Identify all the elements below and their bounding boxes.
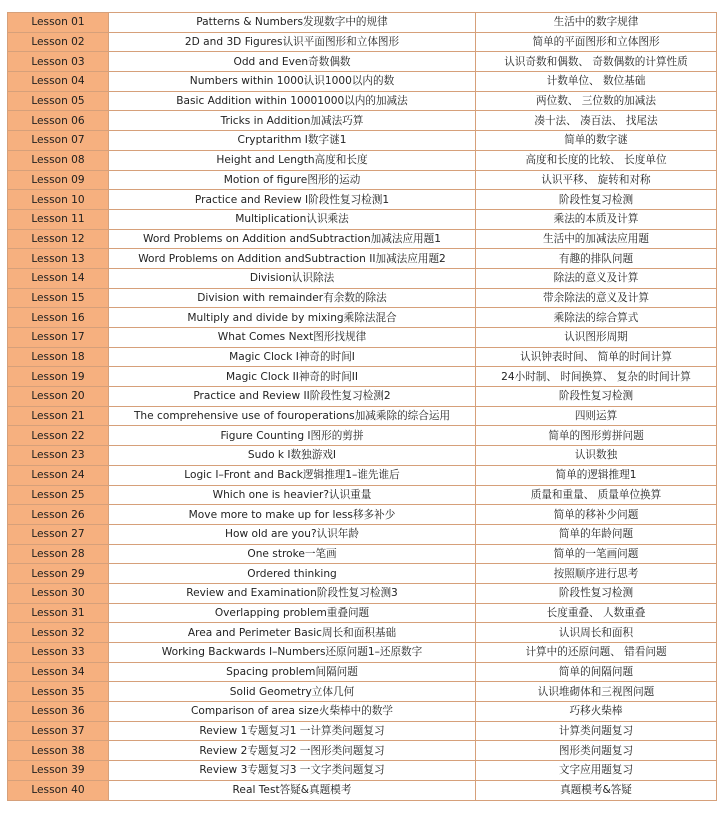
lesson-number-cell: Lesson 01 <box>8 13 109 33</box>
lesson-description-cell: 计算类问题复习 <box>476 721 717 741</box>
lesson-schedule <box>7 12 716 801</box>
table-row <box>8 406 717 426</box>
lesson-title-cell: Review 1专题复习1 一计算类问题复习 <box>109 721 476 741</box>
lesson-description-cell: 认识奇数和偶数、 奇数偶数的计算性质 <box>476 52 717 72</box>
lesson-description-cell: 认识周长和面积 <box>476 623 717 643</box>
lesson-title-cell: Cryptarithm I数字谜1 <box>109 131 476 151</box>
lesson-description-cell: 阶段性复习检测 <box>476 190 717 210</box>
lesson-number-cell: Lesson 27 <box>8 524 109 544</box>
table-row <box>8 426 717 446</box>
lesson-number-cell: Lesson 33 <box>8 643 109 663</box>
lesson-number-cell: Lesson 06 <box>8 111 109 131</box>
lesson-title-cell: Division认识除法 <box>109 268 476 288</box>
lesson-title-cell: Division with remainder有余数的除法 <box>109 288 476 308</box>
table-row <box>8 13 717 33</box>
lesson-title-cell: Multiplication认识乘法 <box>109 209 476 229</box>
table-row <box>8 485 717 505</box>
lesson-title-cell: Review 2专题复习2 一图形类问题复习 <box>109 741 476 761</box>
lesson-title-cell: Working Backwards I–Numbers还原问题1–还原数字 <box>109 643 476 663</box>
table-row <box>8 131 717 151</box>
lesson-number-cell: Lesson 38 <box>8 741 109 761</box>
lesson-description-cell: 巧移火柴棒 <box>476 702 717 722</box>
lesson-number-cell: Lesson 35 <box>8 682 109 702</box>
table-row <box>8 780 717 800</box>
lesson-title-cell: Review 3专题复习3 一文字类问题复习 <box>109 761 476 781</box>
table-row <box>8 170 717 190</box>
table-row <box>8 288 717 308</box>
table-row <box>8 72 717 92</box>
table-row <box>8 662 717 682</box>
lesson-number-cell: Lesson 18 <box>8 347 109 367</box>
lesson-title-cell: Tricks in Addition加减法巧算 <box>109 111 476 131</box>
lesson-description-cell: 四则运算 <box>476 406 717 426</box>
lesson-title-cell: Review and Examination阶段性复习检测3 <box>109 583 476 603</box>
table-row <box>8 643 717 663</box>
lesson-description-cell: 生活中的加减法应用题 <box>476 229 717 249</box>
lesson-number-cell: Lesson 03 <box>8 52 109 72</box>
lesson-number-cell: Lesson 04 <box>8 72 109 92</box>
table-row <box>8 741 717 761</box>
table-row <box>8 603 717 623</box>
lesson-number-cell: Lesson 34 <box>8 662 109 682</box>
lesson-number-cell: Lesson 10 <box>8 190 109 210</box>
lesson-title-cell: Word Problems on Addition andSubtraction加减法应用题1 <box>109 229 476 249</box>
lesson-title-cell: Figure Counting I图形的剪拼 <box>109 426 476 446</box>
table-row <box>8 682 717 702</box>
lesson-description-cell: 有趣的排队问题 <box>476 249 717 269</box>
lesson-title-cell: How old are you?认识年龄 <box>109 524 476 544</box>
lesson-description-cell: 简单的间隔问题 <box>476 662 717 682</box>
lesson-description-cell: 按照顺序进行思考 <box>476 564 717 584</box>
lesson-description-cell: 认识钟表时间、 简单的时间计算 <box>476 347 717 367</box>
lesson-description-cell: 阶段性复习检测 <box>476 583 717 603</box>
lesson-number-cell: Lesson 11 <box>8 209 109 229</box>
lesson-title-cell: One stroke一笔画 <box>109 544 476 564</box>
lesson-title-cell: Area and Perimeter Basic周长和面积基础 <box>109 623 476 643</box>
lesson-title-cell: Spacing problem间隔问题 <box>109 662 476 682</box>
lesson-description-cell: 认识数独 <box>476 446 717 466</box>
lesson-number-cell: Lesson 32 <box>8 623 109 643</box>
table-row <box>8 367 717 387</box>
table-row <box>8 308 717 328</box>
table-row <box>8 387 717 407</box>
lesson-description-cell: 24小时制、 时间换算、 复杂的时间计算 <box>476 367 717 387</box>
lesson-number-cell: Lesson 02 <box>8 32 109 52</box>
lesson-table <box>7 12 717 801</box>
table-row <box>8 190 717 210</box>
lesson-number-cell: Lesson 14 <box>8 268 109 288</box>
lesson-title-cell: Logic I–Front and Back逻辑推理1–谁先谁后 <box>109 465 476 485</box>
lesson-description-cell: 两位数、 三位数的加减法 <box>476 91 717 111</box>
table-row <box>8 52 717 72</box>
table-row <box>8 524 717 544</box>
table-row <box>8 761 717 781</box>
lesson-number-cell: Lesson 13 <box>8 249 109 269</box>
lesson-number-cell: Lesson 26 <box>8 505 109 525</box>
table-row <box>8 702 717 722</box>
lesson-number-cell: Lesson 17 <box>8 328 109 348</box>
lesson-description-cell: 高度和长度的比较、 长度单位 <box>476 150 717 170</box>
lesson-title-cell: Sudo k I数独游戏I <box>109 446 476 466</box>
lesson-number-cell: Lesson 23 <box>8 446 109 466</box>
table-row <box>8 505 717 525</box>
table-row <box>8 229 717 249</box>
table-row <box>8 209 717 229</box>
lesson-title-cell: Motion of figure图形的运动 <box>109 170 476 190</box>
lesson-title-cell: Comparison of area size火柴棒中的数学 <box>109 702 476 722</box>
table-row <box>8 347 717 367</box>
table-row <box>8 721 717 741</box>
lesson-table-body <box>8 13 717 801</box>
lesson-title-cell: Height and Length高度和长度 <box>109 150 476 170</box>
lesson-number-cell: Lesson 40 <box>8 780 109 800</box>
lesson-title-cell: What Comes Next图形找规律 <box>109 328 476 348</box>
table-row <box>8 91 717 111</box>
lesson-description-cell: 计数单位、 数位基础 <box>476 72 717 92</box>
lesson-title-cell: Basic Addition within 10001000以内的加减法 <box>109 91 476 111</box>
lesson-title-cell: Move more to make up for less移多补少 <box>109 505 476 525</box>
lesson-description-cell: 图形类问题复习 <box>476 741 717 761</box>
lesson-title-cell: Multiply and divide by mixing乘除法混合 <box>109 308 476 328</box>
lesson-description-cell: 真题模考&答疑 <box>476 780 717 800</box>
lesson-description-cell: 认识堆砌体和三视图问题 <box>476 682 717 702</box>
lesson-number-cell: Lesson 19 <box>8 367 109 387</box>
table-row <box>8 465 717 485</box>
lesson-description-cell: 简单的平面图形和立体图形 <box>476 32 717 52</box>
lesson-number-cell: Lesson 39 <box>8 761 109 781</box>
lesson-number-cell: Lesson 09 <box>8 170 109 190</box>
lesson-description-cell: 计算中的还原问题、 错看问题 <box>476 643 717 663</box>
lesson-description-cell: 简单的图形剪拼问题 <box>476 426 717 446</box>
lesson-description-cell: 认识图形周期 <box>476 328 717 348</box>
lesson-title-cell: Practice and Review II阶段性复习检测2 <box>109 387 476 407</box>
lesson-number-cell: Lesson 24 <box>8 465 109 485</box>
lesson-title-cell: Real Test答疑&真题模考 <box>109 780 476 800</box>
table-row <box>8 268 717 288</box>
lesson-description-cell: 简单的移补少问题 <box>476 505 717 525</box>
lesson-description-cell: 认识平移、 旋转和对称 <box>476 170 717 190</box>
table-row <box>8 446 717 466</box>
lesson-number-cell: Lesson 08 <box>8 150 109 170</box>
lesson-description-cell: 乘除法的综合算式 <box>476 308 717 328</box>
lesson-description-cell: 简单的逻辑推理1 <box>476 465 717 485</box>
lesson-number-cell: Lesson 16 <box>8 308 109 328</box>
lesson-number-cell: Lesson 20 <box>8 387 109 407</box>
lesson-number-cell: Lesson 07 <box>8 131 109 151</box>
table-row <box>8 328 717 348</box>
lesson-title-cell: Which one is heavier?认识重量 <box>109 485 476 505</box>
lesson-description-cell: 阶段性复习检测 <box>476 387 717 407</box>
lesson-title-cell: The comprehensive use of fouroperations加减乘除的综合运用 <box>109 406 476 426</box>
lesson-number-cell: Lesson 21 <box>8 406 109 426</box>
lesson-description-cell: 凑十法、 凑百法、 找尾法 <box>476 111 717 131</box>
lesson-title-cell: Practice and Review I阶段性复习检测1 <box>109 190 476 210</box>
lesson-number-cell: Lesson 31 <box>8 603 109 623</box>
lesson-description-cell: 乘法的本质及计算 <box>476 209 717 229</box>
lesson-title-cell: Ordered thinking <box>109 564 476 584</box>
table-row <box>8 32 717 52</box>
table-row <box>8 150 717 170</box>
lesson-description-cell: 简单的数字谜 <box>476 131 717 151</box>
table-row <box>8 249 717 269</box>
lesson-title-cell: Solid Geometry立体几何 <box>109 682 476 702</box>
lesson-description-cell: 生活中的数字规律 <box>476 13 717 33</box>
lesson-number-cell: Lesson 29 <box>8 564 109 584</box>
table-row <box>8 583 717 603</box>
lesson-number-cell: Lesson 25 <box>8 485 109 505</box>
lesson-title-cell: Odd and Even奇数偶数 <box>109 52 476 72</box>
lesson-title-cell: Magic Clock I神奇的时间I <box>109 347 476 367</box>
lesson-description-cell: 简单的一笔画问题 <box>476 544 717 564</box>
table-row <box>8 623 717 643</box>
lesson-description-cell: 简单的年龄问题 <box>476 524 717 544</box>
lesson-title-cell: Overlapping problem重叠问题 <box>109 603 476 623</box>
lesson-number-cell: Lesson 05 <box>8 91 109 111</box>
lesson-number-cell: Lesson 12 <box>8 229 109 249</box>
table-row <box>8 111 717 131</box>
lesson-title-cell: Patterns & Numbers发现数字中的规律 <box>109 13 476 33</box>
lesson-number-cell: Lesson 28 <box>8 544 109 564</box>
lesson-description-cell: 除法的意义及计算 <box>476 268 717 288</box>
table-row <box>8 544 717 564</box>
lesson-title-cell: 2D and 3D Figures认识平面图形和立体图形 <box>109 32 476 52</box>
lesson-number-cell: Lesson 30 <box>8 583 109 603</box>
lesson-title-cell: Word Problems on Addition andSubtraction II加减法应用题2 <box>109 249 476 269</box>
lesson-title-cell: Numbers within 1000认识1000以内的数 <box>109 72 476 92</box>
lesson-number-cell: Lesson 22 <box>8 426 109 446</box>
lesson-number-cell: Lesson 37 <box>8 721 109 741</box>
lesson-number-cell: Lesson 36 <box>8 702 109 722</box>
table-row <box>8 564 717 584</box>
lesson-title-cell: Magic Clock II神奇的时间II <box>109 367 476 387</box>
lesson-description-cell: 质量和重量、 质量单位换算 <box>476 485 717 505</box>
lesson-description-cell: 文字应用题复习 <box>476 761 717 781</box>
lesson-description-cell: 长度重叠、 人数重叠 <box>476 603 717 623</box>
lesson-number-cell: Lesson 15 <box>8 288 109 308</box>
lesson-description-cell: 带余除法的意义及计算 <box>476 288 717 308</box>
